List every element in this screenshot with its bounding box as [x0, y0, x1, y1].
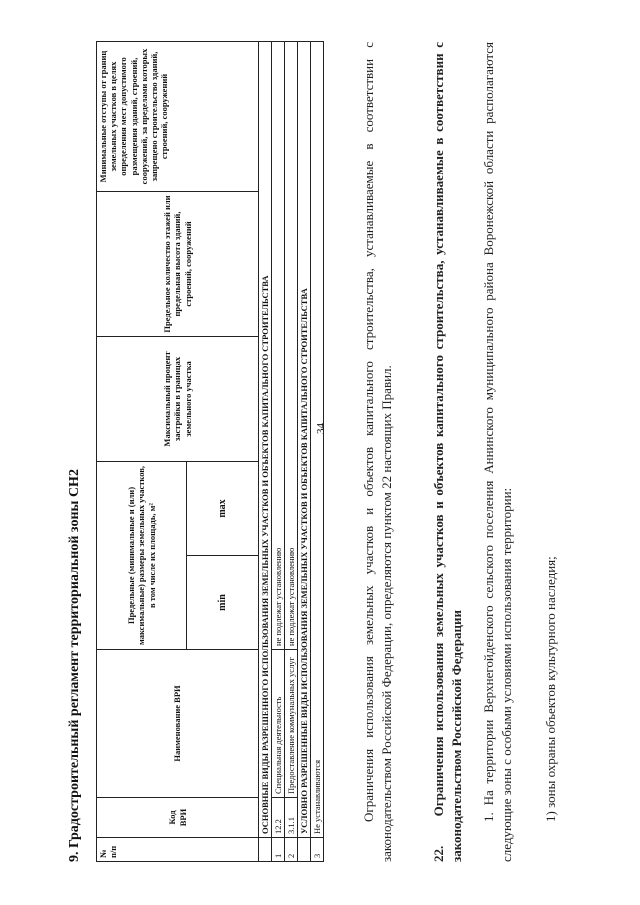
item-1-1-paragraph: 1) зоны охраны объектов культурного наследия;	[543, 556, 558, 822]
table-row	[311, 42, 324, 862]
row-name: Предоставление коммунальных услуг	[285, 650, 298, 798]
header-code: Код ВРИ	[97, 798, 259, 838]
rotated-page-content	[60, 42, 620, 862]
header-build-percent: Максимальный процент застройки в границах земельного участка	[97, 337, 259, 462]
section-main-empty	[259, 838, 272, 862]
header-num: № п/п	[97, 838, 259, 862]
row-num: 2	[285, 838, 298, 862]
header-area-group: Предельные (минимальные и (или) максимальные) размеры земельных участков, в том числе их площадь, м²	[97, 462, 187, 650]
header-setbacks: Минимальные отступы от границ земельных участков в целях определения мест допустимого размещения зданий, строений, сооружений, за пределами которых запрещено строительство зданий, строений, сооружений	[97, 42, 259, 192]
row-code: 12.2	[272, 798, 285, 838]
regulation-table	[96, 41, 324, 862]
page-number: 34	[315, 423, 327, 434]
row-name: Специальная деятельность	[272, 650, 285, 798]
row-num: 1	[272, 838, 285, 862]
article-heading	[430, 42, 466, 862]
article-number: 22.	[431, 845, 446, 862]
article-title: Ограничения использования земельных участков и объектов капитального строительства, устанавливаемые в соответствии с законодательством Российской Федерации	[431, 42, 464, 862]
section-heading: 9. Градостроительный регламент территориальной зоны СН2	[67, 469, 82, 862]
section-main-row: ОСНОВНЫЕ ВИДЫ РАЗРЕШЕННОГО ИСПОЛЬЗОВАНИЯ ЗЕМЕЛЬНЫХ УЧАСТКОВ И ОБЪЕКТОВ КАПИТАЛЬНОГО СТРОИТЕЛЬСТВА	[259, 42, 272, 838]
section-conditional-row: УСЛОВНО РАЗРЕШЕННЫЕ ВИДЫ ИСПОЛЬЗОВАНИЯ ЗЕМЕЛЬНЫХ УЧАСТКОВ И ОБЪЕКТОВ КАПИТАЛЬНОГО СТРОИТЕЛЬСТВА	[298, 42, 311, 838]
header-name: Наименование ВРИ	[97, 650, 259, 798]
table-row	[272, 42, 285, 862]
header-max: max	[187, 462, 259, 556]
section-conditional-empty	[298, 838, 311, 862]
item-1-paragraph: 1. На территории Верхнегойденского сельского поселения Аннинского муниципального района Воронежской области располагаются следующие зоны с особыми условиями использования территории:	[481, 42, 514, 862]
row-code: 3.1.1	[285, 798, 298, 838]
table-row	[285, 42, 298, 862]
row-num: 3	[311, 838, 324, 862]
row-area: не подлежат установлению	[285, 42, 298, 650]
row-area: не подлежат установлению	[272, 42, 285, 650]
intro-paragraph: Ограничения использования земельных участков и объектов капитального строительства, устанавливаемые в соответствии с законодательством Российской Федерации, определяются пунктом 22 настоящих Правил.	[361, 42, 394, 862]
row-name: Не устанавливаются	[311, 42, 324, 838]
header-floors: Предельное количество этажей или предельная высота зданий, строений, сооружений	[97, 192, 259, 337]
header-min: min	[187, 556, 259, 650]
